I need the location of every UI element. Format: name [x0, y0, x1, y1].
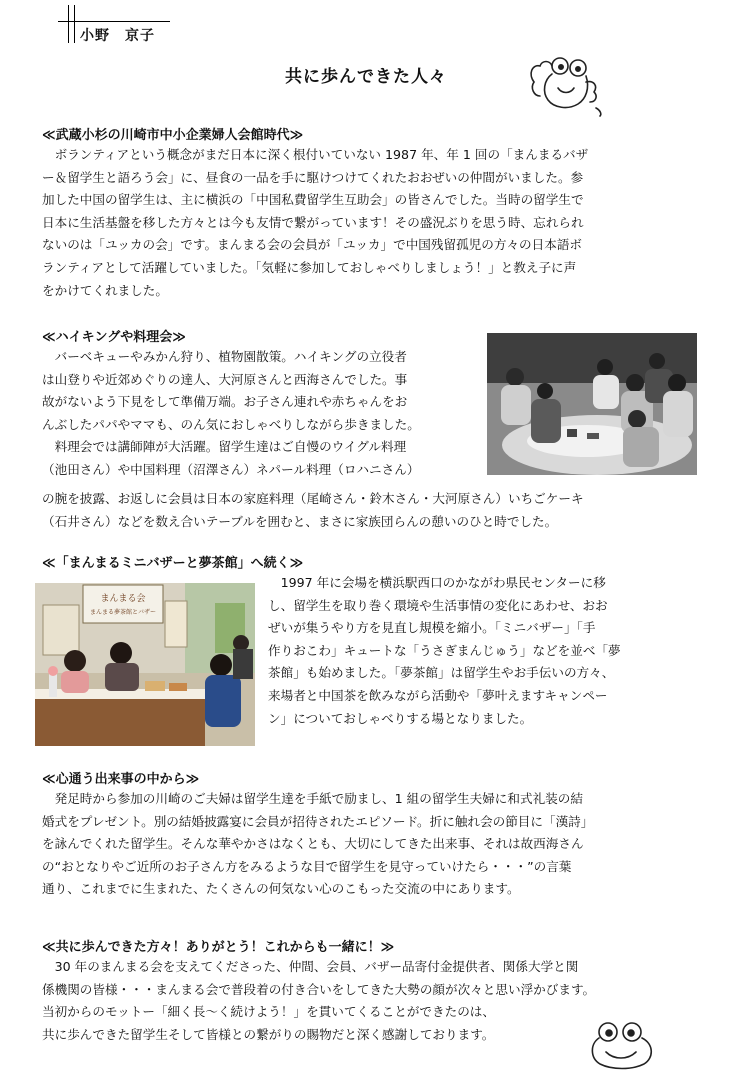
section-heading: ≪「まんまるミニバザーと夢茶館」へ続く≫ [42, 556, 304, 571]
section-heading: ≪ハイキングや料理会≫ [42, 330, 186, 345]
paragraph-line: ー＆留学生と語ろう会」に、昼食の一品を手に駆けつけてくれたおおぜいの仲間がいました。参 [42, 169, 584, 185]
paragraph-line: んぶしたパパやママも、のん気におしゃべりしながら歩きました。 [42, 416, 420, 432]
paragraph-line: 30 年のまんまる会を支えてくださった、仲間、会員、バザー品寄付金提供者、関係大学と関 [42, 959, 579, 974]
paragraph-line: をかけてくれました。 [42, 282, 168, 298]
paragraph-line: バーベキューやみかん狩り、植物園散策。ハイキングの立役者 [42, 349, 407, 364]
paragraph-line: は山登りや近郊めぐりの達人、大河原さんと西海さんでした。事 [42, 371, 408, 387]
section-heading: ≪心通う出来事の中から≫ [42, 772, 200, 787]
sign-text: まんまる夢茶館とバザー [89, 609, 157, 616]
frog-doodle-icon [524, 52, 608, 118]
paragraph-line: 1997 年に会場を横浜駅西口のかながわ県民センターに移 [268, 575, 606, 590]
section-paragraph [42, 788, 690, 901]
paragraph-line: の腕を披露、お返しに会員は日本の家庭料理（尾崎さん・鈴木さん・大河原さん）いちごケーキ [42, 491, 584, 506]
paragraph-line: ぜいが集うやり方を見直し規模を縮小。「ミニバザー」「手 [268, 620, 596, 636]
paragraph-line: 料理会では講師陣が大活躍。留学生達はご自慢のウイグル料理 [42, 439, 407, 455]
paragraph-line: 当初からのモットー「細く長～く続けよう！」を貫いてくることができたのは、 [42, 1004, 495, 1020]
section-heading: ≪武蔵小杉の川崎市中小企業婦人会館時代≫ [42, 128, 304, 143]
bazaar-photo [35, 583, 255, 746]
paragraph-line: 係機関の皆様・・・まんまる会で普段着の付き合いをしてきた大勢の顔が次々と思い浮かびます。 [42, 981, 596, 997]
paragraph-line: （石井さん）などを数え合いテーブルを囲むと、まさに家族団らんの憩いのひと時でした。 [42, 513, 558, 529]
sign-text: まんまる会 [100, 594, 146, 604]
paragraph-line: を詠んでくれた留学生。そんな華やかさはなくとも、大切にしてきた出来事、それは故西海さん [42, 836, 584, 852]
paragraph-line: 共に歩んできた留学生そして皆様との繋がりの賜物だと深く感謝しております。 [42, 1026, 495, 1042]
header-cross-line [68, 5, 69, 43]
paragraph-line: の“おとなりやご近所のお子さん方をみるような目で留学生を見守っていけたら・・・”の言葉 [42, 858, 572, 874]
header-cross-line [74, 5, 75, 43]
article-title: 共に歩んできた人々 [285, 67, 447, 87]
picnic-photo [487, 333, 697, 475]
section-paragraph [42, 488, 690, 533]
section-paragraph [268, 572, 690, 730]
paragraph-line: 発足時から参加の川崎のご夫婦は留学生達を手紙で励まし、1 組の留学生夫婦に和式礼装の結 [42, 791, 583, 806]
paragraph-line: ランティアとして活躍していました。「気軽に参加しておしゃべりしましょう！」と教え子に声 [42, 259, 577, 275]
paragraph-line: 故がないよう下見をして準備万端。お子さん連れや赤ちゃんをお [42, 394, 408, 410]
paragraph-line: 作りおこわ」キュートな「うさぎまんじゅう」などを並べ「夢 [268, 642, 621, 658]
section-paragraph [42, 346, 480, 482]
author-name: 小野 京子 [80, 28, 155, 44]
paragraph-line: 婚式をプレゼント。別の結婚披露宴に会員が招待されたエピソード。折に触れ会の節目に「漢詩」 [42, 813, 594, 829]
paragraph-line: 通り、これまでに生まれた、たくさんの何気ない心のこもった交流の中にあります。 [42, 881, 520, 897]
section-heading: ≪共に歩んできた方々！ありがとう！これからも一緒に！≫ [42, 940, 395, 955]
frog-face-icon [586, 1018, 658, 1070]
paragraph-line: ボランティアという概念がまだ日本に深く根付いていない 1987 年、年 1 回の「まんまるバザ [42, 147, 589, 162]
paragraph-line: （池田さん）や中国料理（沼澤さん）ネパール料理（ロハニさん） [42, 461, 420, 477]
section-paragraph [42, 144, 690, 302]
paragraph-line: し、留学生を取り巻く環境や生活事情の変化にあわせ、おお [268, 597, 608, 613]
paragraph-line: 日本に生活基盤を移した方々とは今も友情で繋がっています！その盛況ぶりを思う時、忘れられ [42, 214, 584, 230]
paragraph-line: ないのは「ユッカの会」です。まんまる会の会員が「ユッカ」で中国残留孤児の方々の日本語ボ [42, 237, 583, 253]
paragraph-line: 来場者と中国茶を飲みながら活動や「夢叶えますキャンペー [268, 687, 608, 703]
paragraph-line: ン」についておしゃべりする場となりました。 [268, 710, 533, 726]
paragraph-line: 茶館」も始めました。「夢茶館」は留学生やお手伝いの方々、 [268, 665, 615, 681]
paragraph-line: 加した中国の留学生は、主に横浜の「中国私費留学生互助会」の皆さんでした。当時の留学生で [42, 192, 584, 208]
